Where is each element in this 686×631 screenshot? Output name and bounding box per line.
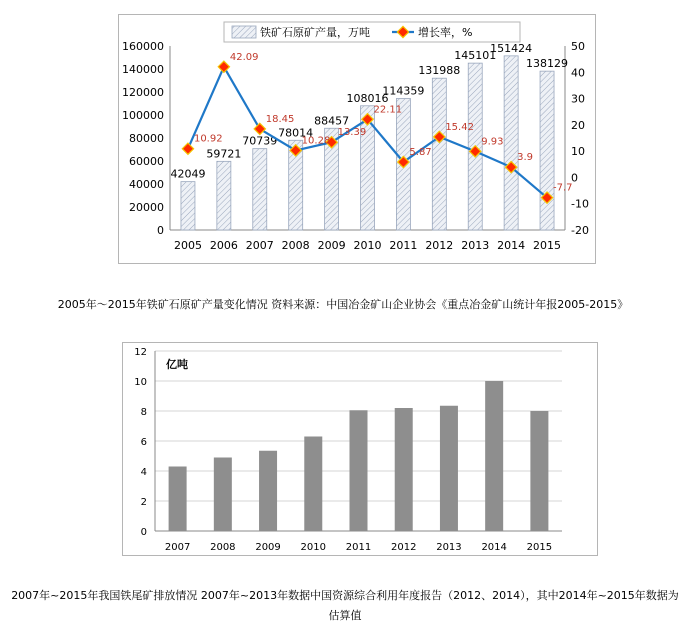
production-bar-label: 151424 xyxy=(490,41,533,55)
tailings-y-tick-label: 2 xyxy=(140,497,147,508)
tailings-bar xyxy=(304,437,322,532)
tailings-x-tick-label: 2010 xyxy=(300,542,327,553)
growth-rate-label: 10.92 xyxy=(193,133,223,145)
growth-rate-label: 13.39 xyxy=(337,127,367,139)
production-bar-label: 59721 xyxy=(206,147,242,161)
y-right-tick-label: 10 xyxy=(571,145,585,159)
y-left-tick-label: 140000 xyxy=(122,63,164,76)
production-bar-label: 78014 xyxy=(278,126,314,140)
tailings-bar xyxy=(214,458,232,532)
x-tick-label: 2008 xyxy=(281,239,310,252)
tailings-x-tick-label: 2008 xyxy=(210,542,236,553)
tailings-bar xyxy=(259,451,277,531)
growth-rate-marker xyxy=(218,61,229,72)
tailings-bar xyxy=(530,411,548,531)
tailings-y-tick-label: 4 xyxy=(140,467,147,478)
y-left-tick-label: 80000 xyxy=(129,132,164,145)
production-bar xyxy=(253,149,267,230)
tailings-x-tick-label: 2009 xyxy=(255,542,281,553)
tailings-x-tick-label: 2015 xyxy=(526,542,553,553)
growth-rate-label: 5.87 xyxy=(409,146,432,158)
y-right-tick-label: -20 xyxy=(571,224,589,237)
y-right-tick-label: 20 xyxy=(571,118,585,132)
x-tick-label: 2005 xyxy=(173,239,202,252)
x-tick-label: 2007 xyxy=(245,239,274,252)
growth-rate-label: 42.09 xyxy=(229,51,259,63)
growth-rate-marker xyxy=(182,143,193,154)
tailings-y-tick-label: 10 xyxy=(134,377,147,388)
tailings-bar xyxy=(169,467,187,532)
production-bar-label: 88457 xyxy=(314,114,350,128)
production-bar-label: 108016 xyxy=(346,91,389,105)
production-bar xyxy=(540,71,554,230)
tailings-y-tick-label: 0 xyxy=(140,527,147,538)
y-left-tick-label: 60000 xyxy=(129,155,164,168)
production-bar-label: 70739 xyxy=(242,134,278,148)
x-tick-label: 2015 xyxy=(533,239,562,252)
y-left-tick-label: 160000 xyxy=(122,40,164,53)
production-bar xyxy=(181,182,195,230)
x-tick-label: 2009 xyxy=(317,239,346,252)
growth-rate-label: 9.93 xyxy=(481,136,504,148)
x-tick-label: 2013 xyxy=(461,239,490,252)
tailings-y-tick-label: 6 xyxy=(140,437,147,448)
tailings-unit-label: 亿吨 xyxy=(166,358,188,371)
y-left-tick-label: 40000 xyxy=(129,178,164,191)
tailings-x-tick-label: 2014 xyxy=(481,542,507,553)
production-bar xyxy=(432,78,446,230)
y-right-tick-label: 30 xyxy=(571,92,585,106)
legend-line-label: 增长率，% xyxy=(418,26,473,39)
x-tick-label: 2012 xyxy=(425,239,454,252)
tailings-x-tick-label: 2011 xyxy=(345,542,372,553)
legend-bar-swatch xyxy=(232,26,256,38)
tailings-bar xyxy=(440,406,458,531)
production-chart-caption: 2005年～2015年铁矿石原矿产量变化情况 资料来源：中国冶金矿山企业协会《重点冶金矿山统计年报2005-2015》 xyxy=(57,298,629,311)
production-bar-label: 42049 xyxy=(170,167,206,181)
production-bar-label: 114359 xyxy=(382,84,425,98)
tailings-x-tick-label: 2012 xyxy=(390,542,417,553)
y-right-tick-label: 0 xyxy=(571,171,578,185)
tailings-chart-caption: 2007年~2015年我国铁尾矿排放情况 2007年~2013年数据中国资源综合利用年度报告（2012、2014），其中2014年~2015年数据为估算值 xyxy=(11,589,679,622)
production-bar xyxy=(504,56,518,230)
y-left-tick-label: 20000 xyxy=(129,201,164,214)
growth-rate-label: 22.11 xyxy=(373,104,403,116)
tailings-bar xyxy=(485,381,503,531)
y-left-tick-label: 0 xyxy=(157,224,164,237)
y-right-tick-label: 40 xyxy=(571,66,585,80)
x-tick-label: 2011 xyxy=(389,239,418,252)
y-left-tick-label: 120000 xyxy=(122,86,164,99)
growth-rate-label: 18.45 xyxy=(265,113,295,125)
legend-bar-label: 铁矿石原矿产量，万吨 xyxy=(260,26,370,39)
growth-rate-label: 3.9 xyxy=(517,152,534,164)
y-right-tick-label: -10 xyxy=(571,197,589,211)
x-tick-label: 2010 xyxy=(353,239,382,252)
production-bar xyxy=(217,161,231,230)
production-bar-label: 138129 xyxy=(526,57,569,71)
tailings-y-tick-label: 12 xyxy=(134,347,147,358)
tailings-bar xyxy=(350,410,368,531)
x-tick-label: 2006 xyxy=(209,239,238,252)
production-bar-label: 131988 xyxy=(418,64,461,78)
growth-rate-label: 10.28 xyxy=(301,135,331,147)
tailings-x-tick-label: 2013 xyxy=(436,542,462,553)
growth-rate-marker xyxy=(254,123,265,134)
growth-rate-label: 15.42 xyxy=(445,121,474,133)
tailings-bar xyxy=(395,408,413,531)
tailings-x-tick-label: 2007 xyxy=(164,542,191,553)
tailings-y-tick-label: 8 xyxy=(140,407,147,418)
growth-rate-label: -7.7 xyxy=(553,182,573,194)
y-right-tick-label: 50 xyxy=(571,40,585,53)
production-bar-label: 145101 xyxy=(454,49,497,63)
y-left-tick-label: 100000 xyxy=(122,109,164,122)
x-tick-label: 2014 xyxy=(497,239,526,252)
